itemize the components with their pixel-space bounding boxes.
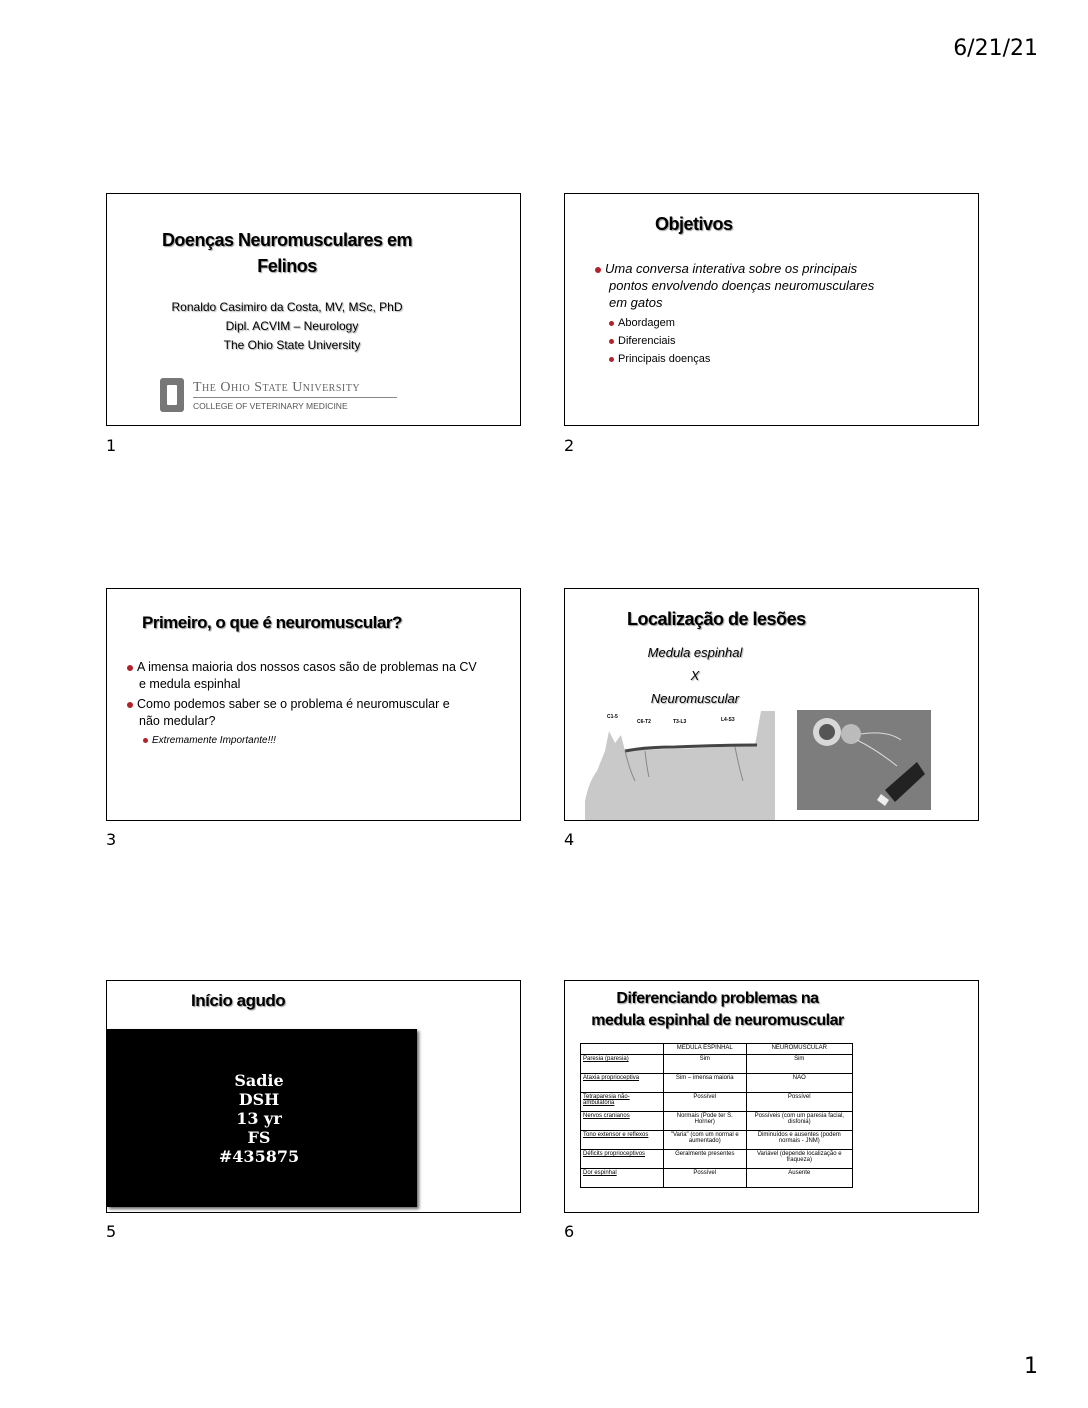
slide-1-title-line2: Felinos (257, 256, 317, 276)
slide-4-title: Localização de lesões (627, 609, 806, 629)
bullet-icon (143, 738, 148, 743)
subtitle-x: X (690, 668, 700, 683)
table-cell: Sim (746, 1055, 852, 1074)
bullet-2-line1: Como podemos saber se o problema é neuromuscular e (137, 697, 450, 711)
slide-2[interactable] (564, 193, 979, 426)
slide-1-title (107, 227, 467, 279)
subbullet-principais-doencas: Principais doenças (618, 353, 711, 365)
table-cell: Dor espinhal (581, 1169, 664, 1188)
table-header-cell: NEUROMUSCULAR (746, 1044, 852, 1055)
slide-2-title: Objetivos (655, 214, 733, 234)
caption-id: #435875 (218, 1147, 300, 1166)
slide-1-byline (107, 298, 467, 355)
cat-spine-illustration (585, 711, 781, 821)
page-number: 1 (1024, 1354, 1038, 1379)
video-frame[interactable] (107, 1029, 417, 1207)
neuromuscular-illustration (797, 710, 931, 810)
slide-3-title: Primeiro, o que é neuromuscular? (142, 613, 402, 632)
bullet-2-line2: não medular? (139, 714, 216, 728)
author-institution: The Ohio State University (223, 338, 361, 352)
cat-spine-icon (585, 711, 781, 821)
table-cell: Variável (depende localização e fraqueza) (746, 1150, 852, 1169)
table-header-cell: MEDULA ESPINHAL (664, 1044, 747, 1055)
table-cell: Déficits proprioceptivos (581, 1150, 664, 1169)
slide-3-number: 3 (106, 830, 117, 849)
caption-name: Sadie (234, 1071, 284, 1090)
bullet-icon (609, 357, 614, 362)
table-cell: Ausente (746, 1169, 852, 1188)
print-date: 6/21/21 (953, 36, 1038, 61)
table-cell: Nervos cranianos (581, 1112, 664, 1131)
subbullet-importante: Extremamente Importante!!! (152, 735, 276, 746)
bullet-1-line2: e medula espinhal (139, 677, 241, 691)
table-cell: Tetraparesia não-ambulatória (581, 1093, 664, 1112)
video-caption (187, 1071, 331, 1166)
spine-label-c6-t2: C6-T2 (637, 719, 651, 725)
nerve-muscle-icon (797, 710, 931, 810)
slide-3-bullets (127, 659, 477, 749)
table-cell: Tono extensor e reflexos (581, 1131, 664, 1150)
bullet-icon (127, 702, 133, 708)
slide-6-title-line2: medula espinhal de neuromuscular (591, 1012, 844, 1029)
caption-age: 13 yr (236, 1109, 282, 1128)
bullet-icon (609, 321, 614, 326)
table-cell: Sim (664, 1055, 747, 1074)
table-header-cell (581, 1044, 664, 1055)
slide-2-subbullets (609, 314, 710, 368)
table-cell: Sim – imensa maioria (664, 1074, 747, 1093)
slide-4-number: 4 (564, 830, 575, 849)
slide-6-title (565, 988, 870, 1032)
slide-4[interactable] (564, 588, 979, 821)
caption-sex: FS (247, 1128, 271, 1147)
slide-5-title: Início agudo (191, 991, 286, 1010)
table-row (581, 1169, 853, 1188)
osu-logo-name: The Ohio State University (193, 380, 361, 395)
table-cell: Normais (Pode ter S. Horner) (664, 1112, 747, 1131)
slide-2-bullet (595, 260, 874, 311)
slide-6[interactable] (564, 980, 979, 1213)
table-cell: Ataxia proprioceptiva (581, 1074, 664, 1093)
slide-1[interactable] (106, 193, 521, 426)
table-cell: Possíveis (com um paresia facial, disfonia) (746, 1112, 852, 1131)
table-row (581, 1093, 853, 1112)
osu-block-o-icon (159, 377, 185, 413)
spine-label-c1-5: C1-5 (607, 714, 618, 720)
author-credential: Dipl. ACVIM – Neurology (225, 319, 359, 333)
slide-1-number: 1 (106, 436, 117, 455)
table-row (581, 1074, 853, 1093)
slide-5[interactable] (106, 980, 521, 1213)
bullet-text-line1: Uma conversa interativa sobre os principais (605, 261, 858, 276)
slide-4-subtitle (635, 641, 755, 710)
osu-logo-divider (193, 397, 397, 398)
table-cell: Paresia (paresia) (581, 1055, 664, 1074)
table-row (581, 1131, 853, 1150)
table-cell: "Varia" (com um normal e aumentado) (664, 1131, 747, 1150)
bullet-icon (609, 339, 614, 344)
table-header-row (581, 1044, 853, 1055)
slide-1-title-line1: Doenças Neuromusculares em (161, 230, 413, 250)
spine-label-l4-s3: L4-S3 (721, 717, 735, 723)
bullet-text-line2: pontos envolvendo doenças neuromusculares (609, 278, 875, 293)
table-cell: NÃO (746, 1074, 852, 1093)
table-cell: Possível (746, 1093, 852, 1112)
subbullet-abordagem: Abordagem (618, 317, 675, 329)
caption-breed: DSH (238, 1090, 280, 1109)
subtitle-neuromuscular: Neuromuscular (650, 691, 740, 706)
table-cell: Possível (664, 1093, 747, 1112)
slide-6-number: 6 (564, 1222, 575, 1241)
table-cell: Diminuídos e ausentes (podem normais - JNM) (746, 1131, 852, 1150)
slide-5-number: 5 (106, 1222, 117, 1241)
spine-label-t3-l3: T3-L3 (673, 719, 687, 725)
bullet-text-line3: em gatos (609, 295, 663, 310)
slide-2-number: 2 (564, 436, 575, 455)
bullet-1-line1: A imensa maioria dos nossos casos são de problemas na CV (137, 660, 477, 674)
table-row (581, 1055, 853, 1074)
bullet-icon (127, 665, 133, 671)
table-row (581, 1112, 853, 1131)
osu-logo-subtitle: COLLEGE OF VETERINARY MEDICINE (193, 401, 348, 411)
subtitle-medula: Medula espinhal (647, 645, 743, 660)
author-name: Ronaldo Casimiro da Costa, MV, MSc, PhD (171, 300, 403, 314)
table-cell: Geralmente presentes (664, 1150, 747, 1169)
slide-3[interactable] (106, 588, 521, 821)
differential-table (580, 1043, 853, 1188)
table-row (581, 1150, 853, 1169)
table-cell: Possível (664, 1169, 747, 1188)
bullet-icon (595, 267, 601, 273)
osu-logo (159, 377, 185, 418)
slide-6-title-line1: Diferenciando problemas na (616, 990, 819, 1007)
subbullet-diferenciais: Diferenciais (618, 335, 676, 347)
